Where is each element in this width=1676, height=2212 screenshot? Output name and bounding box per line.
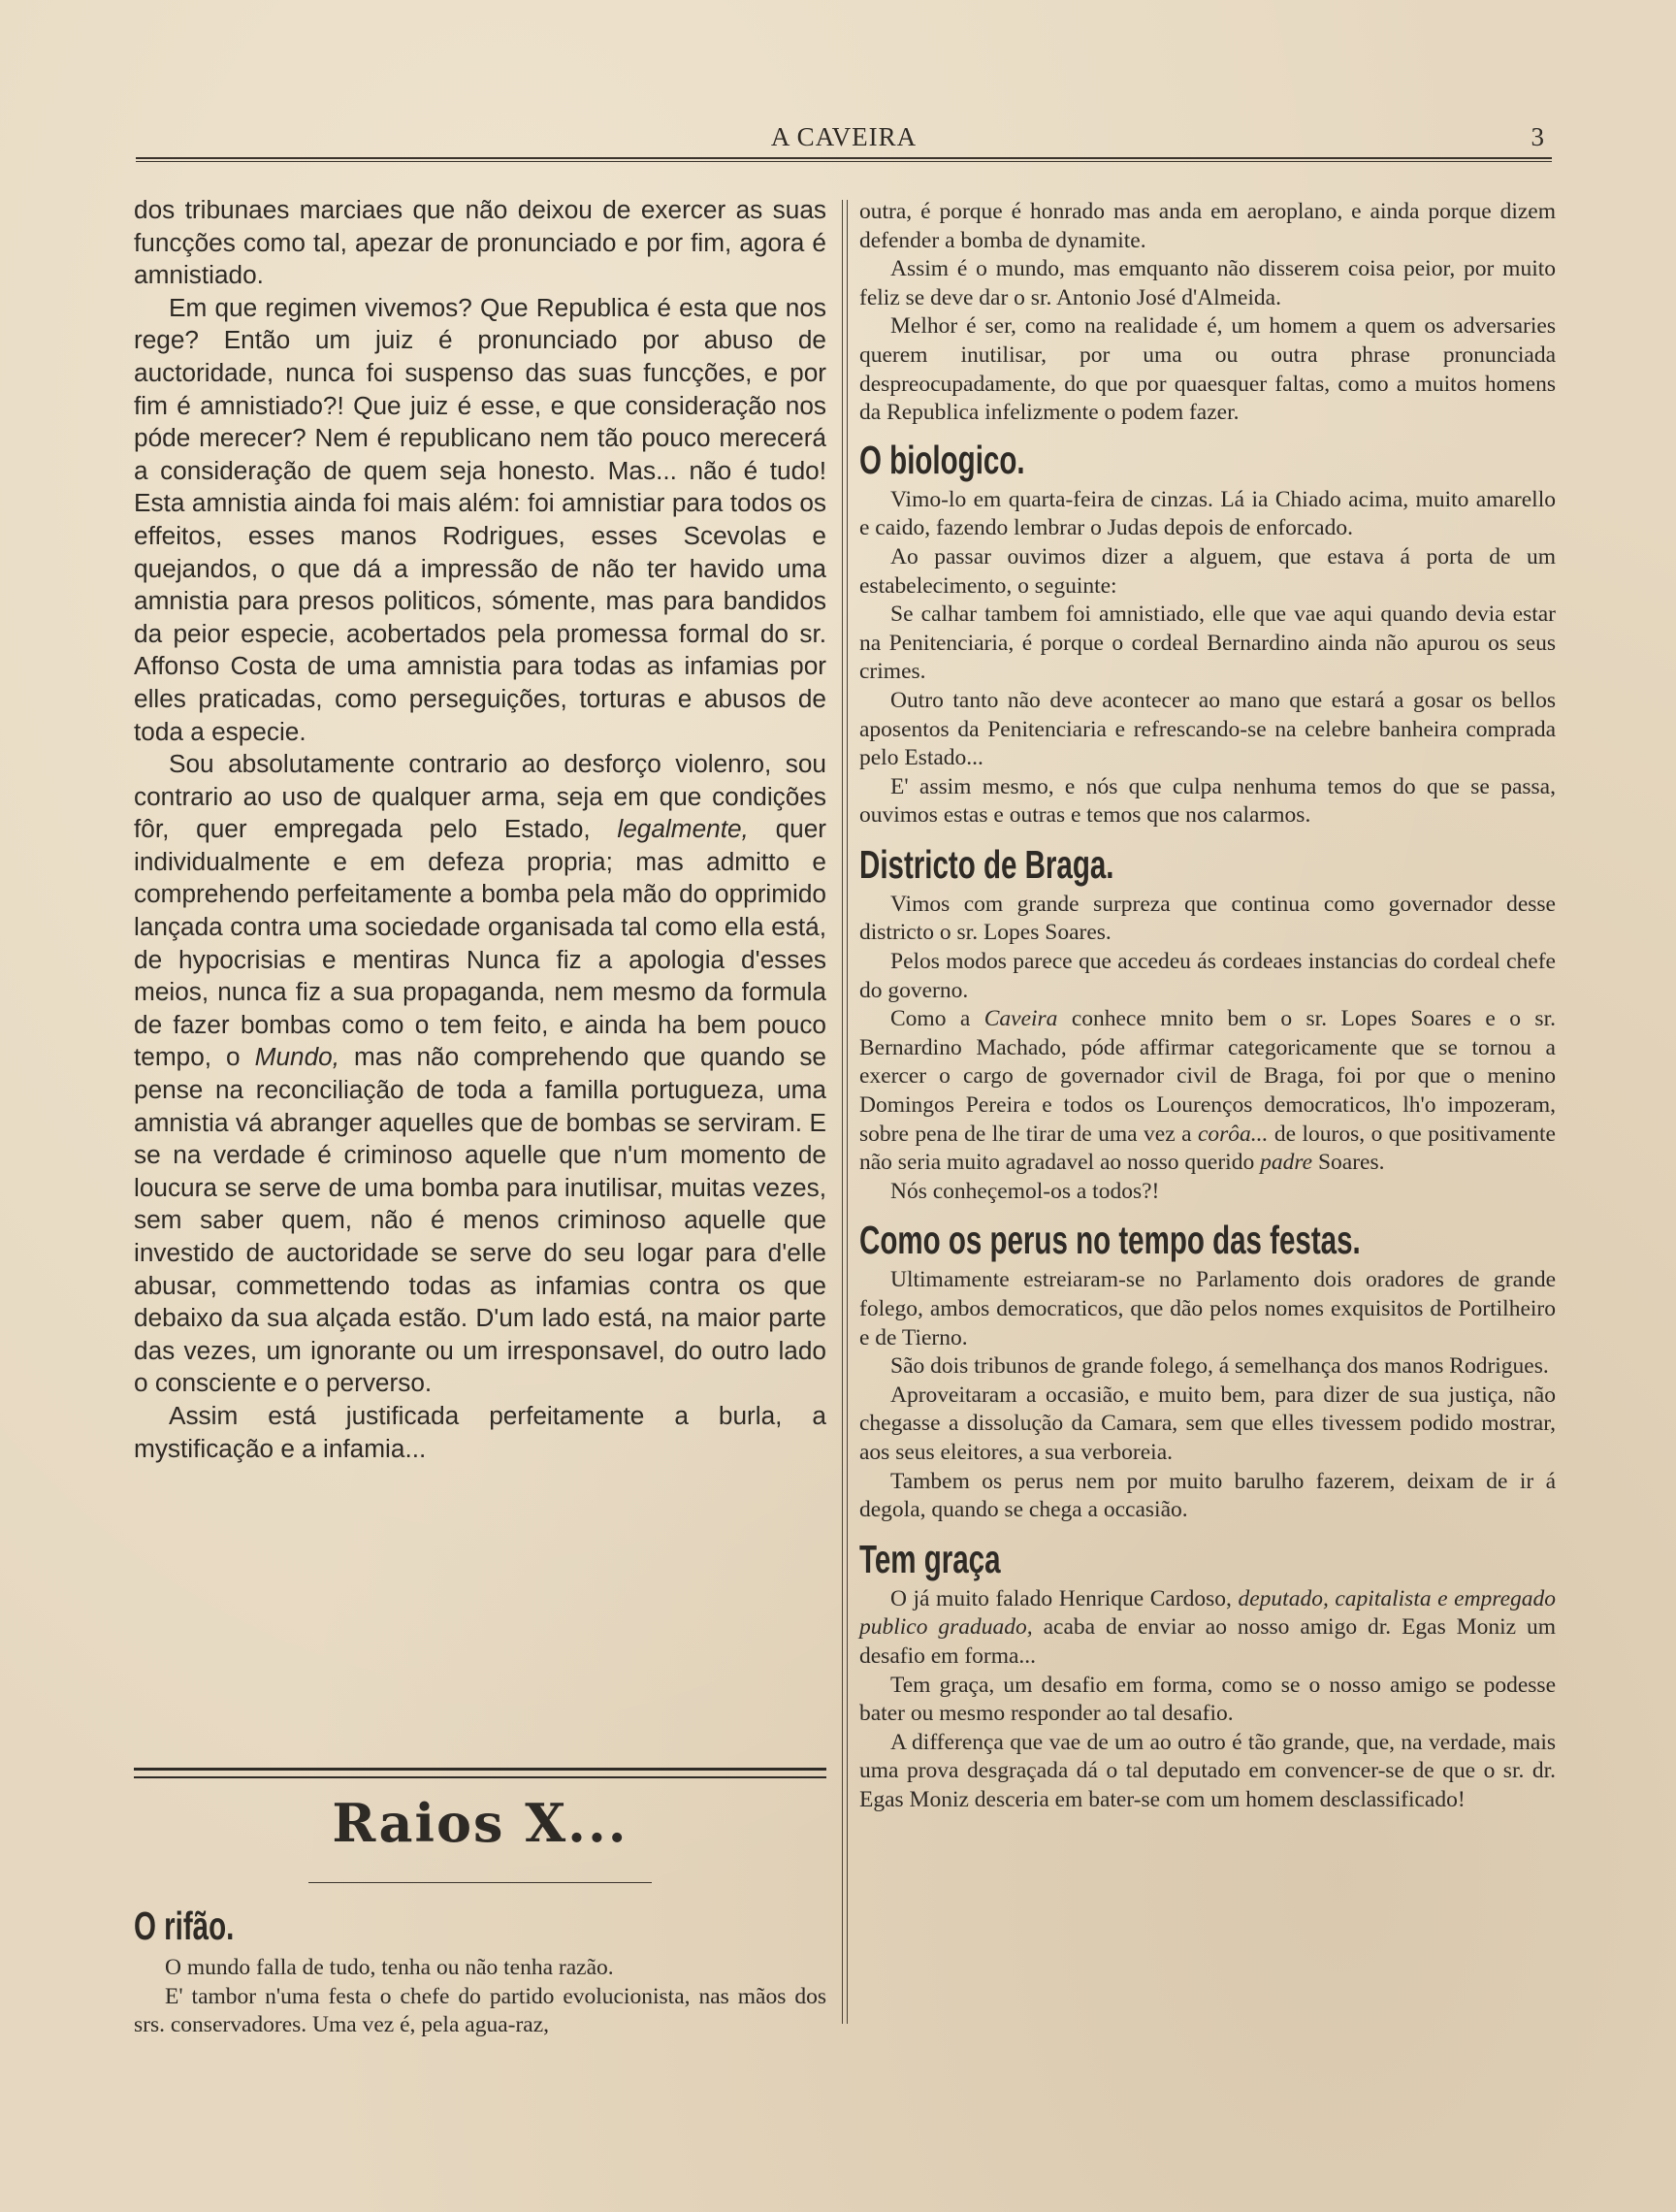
biologico-paragraph-4: Outro tanto não deve acontecer ao mano que estará a gosar os bellos aposentos da Penitenciaria e refrescando-se na celebre banheira comprada pelo Estado... <box>859 687 1556 771</box>
biologico-heading: O biologico. <box>859 437 1025 482</box>
rifao-paragraph-2: E' tambor n'uma festa o chefe do partido evolucionista, nas mãos dos srs. conservadores. Uma vez é, pela agua-raz, <box>134 1983 826 2038</box>
running-title: A CAVEIRA <box>770 122 918 151</box>
rifao-article <box>134 1903 826 2040</box>
left-paragraph-2: Em que regimen vivemos? Que Republica é esta que nos rege? Então um juiz é pronunciado por abuso de auctoridade, nunca foi suspenso das suas funcções, e por fim é amnistiado?! Que juiz é esse, e que consideração nos póde merecer? Nem é republicano nem tão pouco merecerá a consideração de quem seja honesto. Mas... não é tudo! Esta amnistia ainda foi mais além: foi amnistiar para todos os effeitos, esses manos Rodrigues, esses Scevolas e quejandos, o que dá a impressão de não ter havido uma amnistia para presos politicos, sómente, mas para bandidos da peior especie, acobertados pela promessa formal do sr. Affonso Costa de uma amnistia para todas as infamias por elles praticadas, como perseguições, torturas e abusos de toda a especie. <box>134 292 826 746</box>
graca-paragraph-3: A differença que vae de um ao outro é tão grande, que, na verdade, mais uma prova desgraçada dá o tal deputado em convencer-se de que o sr. dr. Egas Moniz desceria em bater-se com um homem desclassificado! <box>859 1729 1556 1812</box>
text-run: O já muito falado Henrique Cardoso, <box>890 1585 1239 1611</box>
perus-paragraph-3: Aproveitaram a occasião, e muito bem, para dizer de sua justiça, não chegasse a dissolução da Camara, sem que elles tivessem podido mostrar, aos seus eleitores, a sua verboreia. <box>859 1382 1556 1465</box>
perus-paragraph-1: Ultimamente estreiaram-se no Parlamento dois oradores de grande folego, ambos democraticos, que dão pelos nomes exquisitos de Portilheiro e de Tierno. <box>859 1267 1556 1350</box>
intro-paragraph-3: Melhor é ser, como na realidade é, um homem a quem os adversaries querem inutilisar, por uma ou outra phrase pronunciada despreocupadamente, do que por quaesquer faltas, como a muitos homens da Republica infelizmente o podem fazer. <box>859 313 1556 426</box>
text-run: de louros, o que positivamente não seria muito agradavel ao nosso querido <box>859 1121 1556 1176</box>
braga-paragraph-3 <box>859 1005 1556 1178</box>
raios-x-title: Raios X... <box>332 1792 628 1854</box>
text-run: acaba de enviar ao nosso amigo dr. Egas Moniz um desafio em forma... <box>859 1614 1556 1669</box>
intro-paragraph-1: outra, é porque é honrado mas anda em aeroplano, e ainda porque dizem defender a bomba de dynamite. <box>859 199 1556 253</box>
rifao-heading: O rifão. <box>134 1903 235 1948</box>
graca-heading: Tem graça <box>859 1536 1001 1581</box>
perus-heading: Como os perus no tempo das festas. <box>859 1218 1361 1263</box>
biologico-paragraph-1: Vimo-lo em quarta-feira de cinzas. Lá ia Chiado acima, muito amarello e caido, fazendo lembrar o Judas depois de enforcado. <box>859 486 1556 541</box>
header-rule <box>136 157 1552 162</box>
italic-text: deputado, capitalista e empregado publico graduado, <box>859 1585 1557 1641</box>
braga-heading: Districto de Braga. <box>859 841 1114 887</box>
left-paragraph-4: Assim está justificada perfeitamente a burla, a mystificação e a infamia... <box>134 1400 826 1463</box>
title-underline <box>308 1882 652 1883</box>
rifao-paragraph-1: O mundo falla de tudo, tenha ou não tenha razão. <box>165 1955 614 1980</box>
text-run: Como a <box>890 1006 984 1032</box>
italic-text: corôa... <box>1197 1121 1269 1147</box>
left-paragraph-1: dos tribunaes marciaes que não deixou de exercer as suas funcções como tal, apezar de pronunciado e por fim, agora é amnistiado. <box>134 195 826 290</box>
italic-text: padre <box>1260 1150 1313 1176</box>
text-run: Soares. <box>1312 1150 1385 1176</box>
graca-paragraph-1 <box>859 1585 1556 1672</box>
text-run: mas não comprehendo que quando se pense na reconciliação de toda a familla portugueza, uma amnistia vá abranger aquelles que de bombas se serviram. E se na verdade é criminoso aquelle que n'um momento de loucura se serve de uma bomba para inutilisar, muitas vezes, sem saber quem, não é menos criminoso aquelle que investido de auctoridade se serve do seu logar para d'elle abusar, commettendo todas as infamias contra os que debaixo da sua alçada estão. D'um lado está, na maior parte das vezes, um ignorante ou um irresponsavel, do outro lado o consciente e o perverso. <box>134 1042 826 1398</box>
italic-text: Mundo, <box>254 1042 339 1072</box>
perus-paragraph-2: São dois tribunos de grande folego, á semelhança dos manos Rodrigues. <box>890 1353 1549 1380</box>
text-run: conhece mnito bem o sr. Lopes Soares e o sr. Bernardino Machado, póde affirmar categoricamente que se tornou a exercer o cargo de governador civil de Braga, foi por que o menino Domingos Pereira e todos os Lourenços democraticos, lh'o impozeram, sobre pena de lhe tirar de uma vez a <box>859 1006 1556 1147</box>
page-number: 3 <box>1531 122 1544 151</box>
perus-paragraph-4: Tambem os perus nem por muito barulho fazerem, deixam de ir á degola, quando se chega a occasião. <box>859 1468 1556 1523</box>
text-run: quer individualmente e em defeza propria; mas admitto e comprehendo perfeitamente a bomba pela mão do opprimido lançada contra uma sociedade organisada tal como ella está, de hypocrisias e mentiras Nunca fiz a apologia d'esses meios, nunca fiz a sua propaganda, nem mesmo da formula de fazer bombas como o tem feito, e ainda ha bem pouco tempo, o <box>134 814 826 1072</box>
braga-paragraph-1: Vimos com grande surpreza que continua como governador desse districto o sr. Lopes Soares. <box>859 891 1556 946</box>
page-header <box>136 118 1552 163</box>
column-divider <box>842 200 848 2024</box>
intro-paragraph-2: Assim é o mundo, mas emquanto não disserem coisa peior, por muito feliz se deve dar o sr. Antonio José d'Almeida. <box>859 256 1556 310</box>
italic-text: legalmente, <box>617 814 749 844</box>
braga-paragraph-4: Nós conheçemol-os a todos?! <box>890 1178 1160 1204</box>
section-divider <box>134 1768 826 1778</box>
biologico-paragraph-3: Se calhar tambem foi amnistiado, elle que vae aqui quando devia estar na Penitenciaria, é porque o cordeal Bernardino ainda não apurou os seus crimes. <box>859 602 1556 685</box>
right-column <box>859 198 1556 1815</box>
left-column <box>134 194 826 1465</box>
left-paragraph-3 <box>134 748 826 1400</box>
biologico-paragraph-5: E' assim mesmo, e nós que culpa nenhuma temos do que se passa, ouvimos estas e outras e temos que nos calarmos. <box>859 773 1556 829</box>
biologico-paragraph-2: Ao passar ouvimos dizer a alguem, que estava á porta de um estabelecimento, o seguinte: <box>859 543 1556 599</box>
italic-text: Caveira <box>983 1006 1058 1032</box>
graca-paragraph-2: Tem graça, um desafio em forma, como se o nosso amigo se podesse bater ou mesmo responder ao tal desafio. <box>859 1672 1556 1727</box>
braga-paragraph-2: Pelos modos parece que accedeu ás cordeaes instancias do cordeal chefe do governo. <box>859 949 1556 1003</box>
text-run: Sou absolutamente contrario ao desforço violenro, sou contrario ao uso de qualquer arma, seja em que condições fôr, quer empregada pelo Estado, <box>134 749 826 844</box>
